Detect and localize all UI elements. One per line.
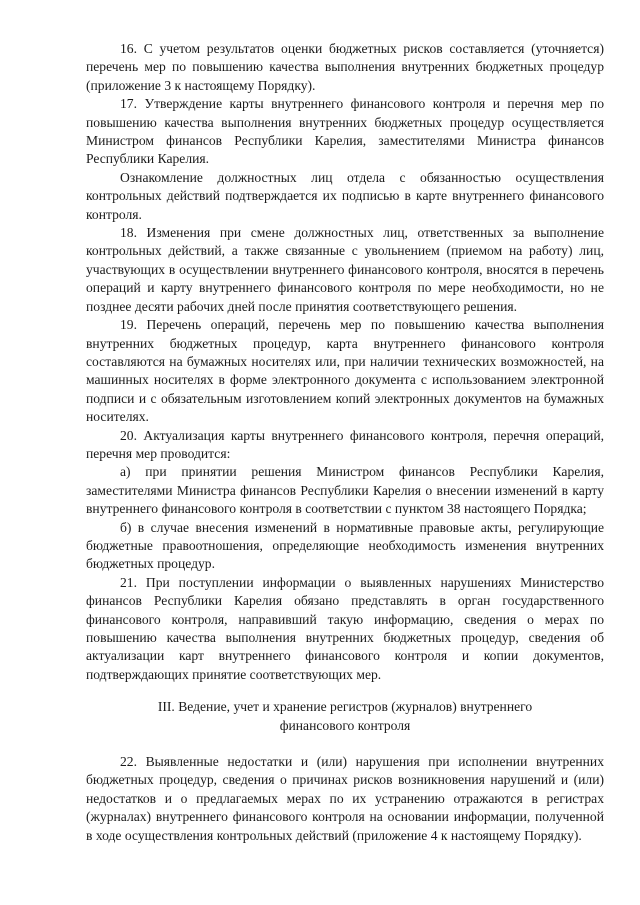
paragraph-17-familiarization: Ознакомление должностных лиц отдела с обязанностью осуществления контрольных действий подтверждается их подписью в карте внутреннего финансового контроля. [86,169,604,222]
document-body [86,40,604,845]
paragraph-20-item-a: а) при принятии решения Министром финансов Республики Карелия, заместителями Министра финансов Республики Карелия о внесении изменений в карту внутреннего финансового контроля в соответствии с пунктом 38 настоящего Порядка; [86,464,604,517]
paragraph-22: 22. Выявленные недостатки и (или) нарушения при исполнении внутренних бюджетных процедур, сведения о причинах рисков возникновения нарушений и (или) недостатков и о предлагаемых мерах по их устранению отражаются в регистрах (журналах) внутреннего финансового контроля на основании информации, полученной в ходе осуществления контрольных действий (приложение 4 к настоящему Порядку). [86,754,604,843]
section-heading: III. Ведение, учет и хранение регистров (журналов) внутреннего финансового контроля [157,699,533,733]
paragraph-21: 21. При поступлении информации о выявленных нарушениях Министерство финансов Республики Карелия обязано представлять в орган государственного финансового контроля, направивший такую информацию, сведения о мерах по повышению качества выполнения внутренних бюджетных процедур, сведения об актуализации карт внутреннего финансового контроля и копии документов, подтверждающих принятие соответствующих мер. [86,574,604,682]
paragraph-20: 20. Актуализация карты внутреннего финансового контроля, перечня операций, перечня мер проводится: [86,427,604,461]
paragraph-16: 16. С учетом результатов оценки бюджетных рисков составляется (уточняется) перечень мер по повышению качества выполнения внутренних бюджетных процедур (приложение 3 к настоящему Порядку). [86,41,604,93]
paragraph-17: 17. Утверждение карты внутреннего финансового контроля и перечня мер по повышению качества выполнения внутренних бюджетных процедур осуществляется Министром финансов Республики Карелия, заместителями Министра финансов Республики Карелия. [86,96,604,167]
paragraph-19: 19. Перечень операций, перечень мер по повышению качества выполнения внутренних бюджетных процедур, карта внутреннего финансового контроля составляются на бумажных носителях или, при наличии технических возможностей, на машинных носителях в форме электронного документа с использованием электронной подписи и с обязательным изготовлением копий электронных документов на бумажных носителях. [86,317,604,425]
paragraph-18: 18. Изменения при смене должностных лиц, ответственных за выполнение контрольных действий, а также связанные с увольнением (приемом на работу) лиц, участвующих в осуществлении внутреннего финансового контроля, вносятся в перечень операций и карту внутреннего финансового контроля по мере необходимости, но не позднее десяти рабочих дней после принятия соответствующего решения. [86,225,604,314]
paragraph-20-item-b: б) в случае внесения изменений в нормативные правовые акты, регулирующие бюджетные правоотношения, определяющие необходимость изменения внутренних бюджетных процедур. [86,519,604,572]
